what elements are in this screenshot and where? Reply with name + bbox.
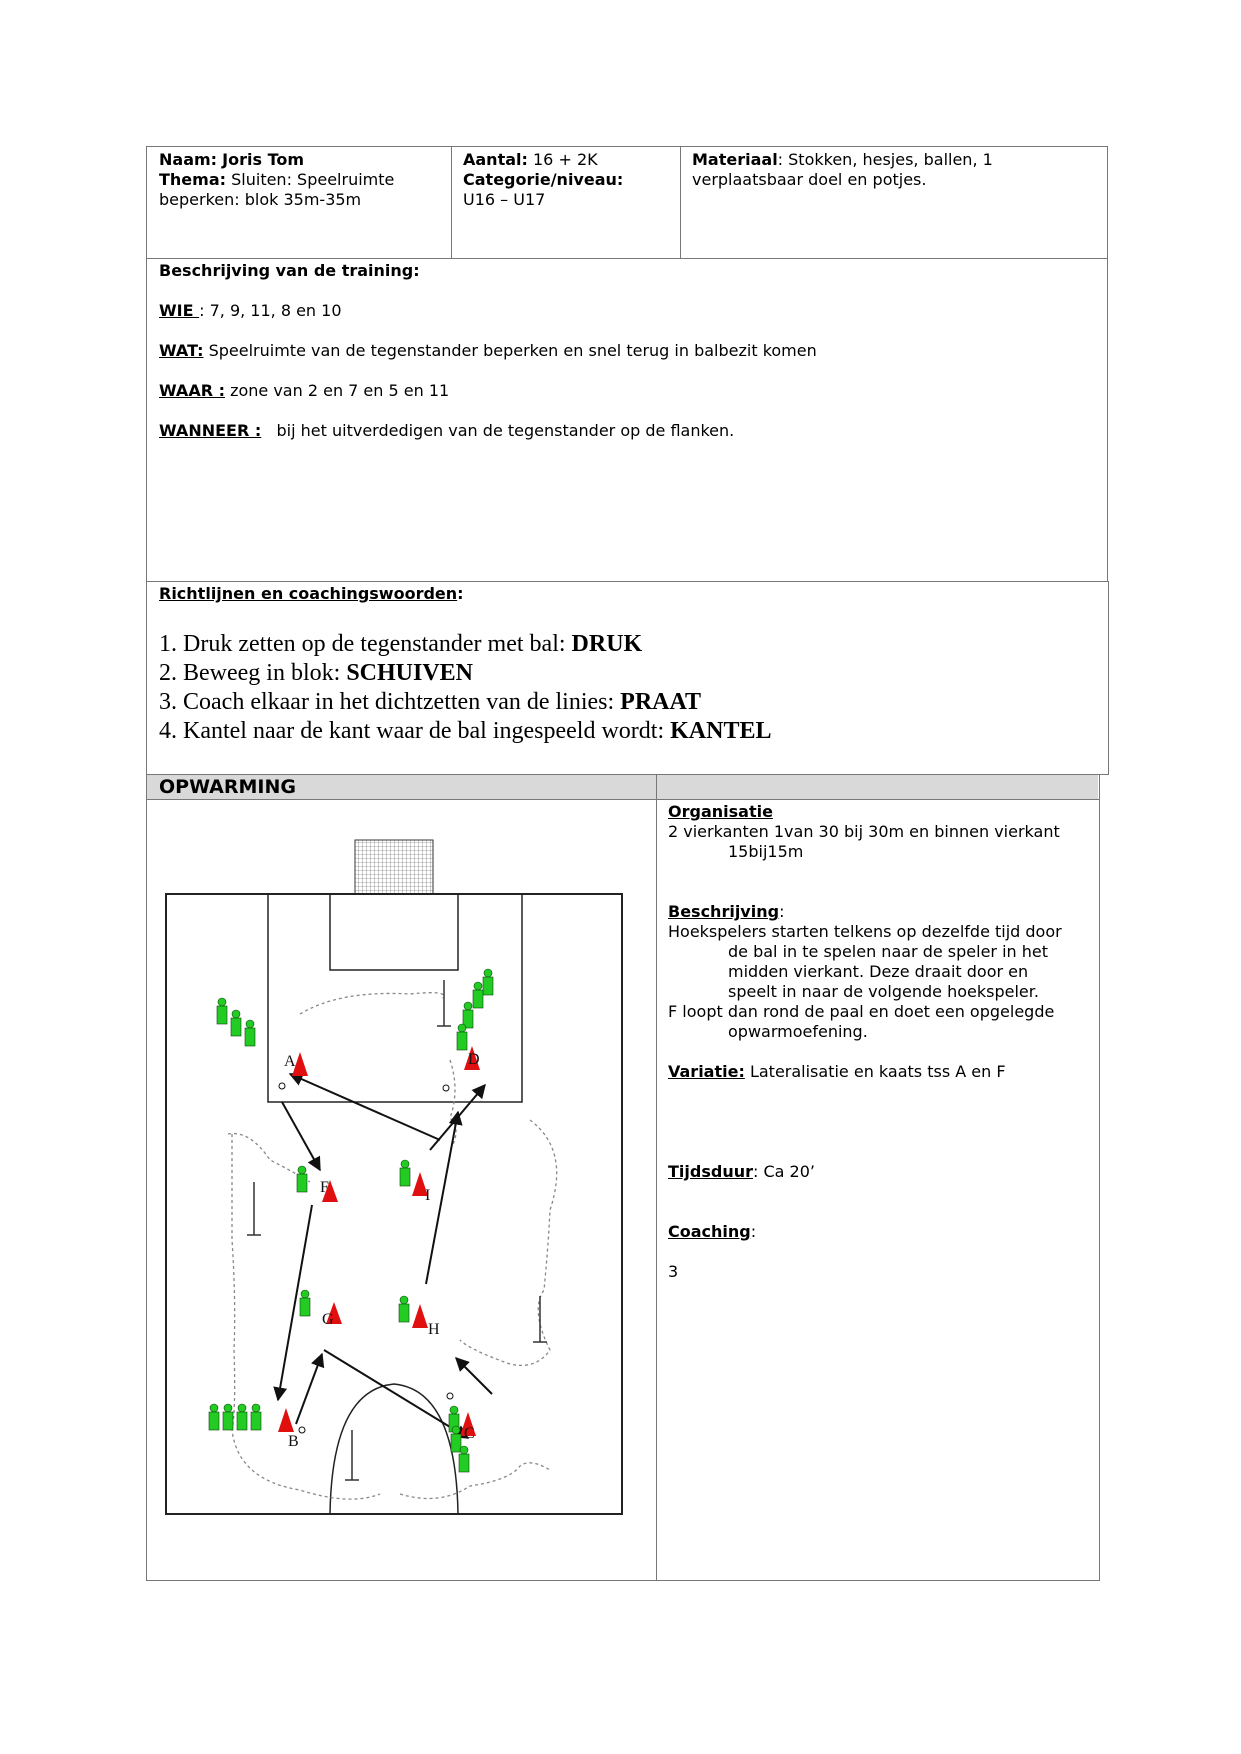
tijdsduur-value: : Ca 20’ (752, 1162, 815, 1181)
player (463, 1002, 473, 1028)
richtlijn-item-4 (159, 717, 1099, 746)
materiaal-cell (692, 150, 1022, 190)
aantal-value: 16 + 2K (533, 150, 598, 169)
wanneer-label: WANNEER : (159, 421, 262, 440)
beschrijving-line: opwarmoefening. (728, 1022, 868, 1041)
divider (656, 774, 657, 1581)
beschrijving-content (159, 261, 1089, 441)
field-outline (166, 894, 622, 1514)
player (400, 1160, 410, 1186)
player (457, 1024, 467, 1050)
player (237, 1404, 247, 1430)
label-i: I (425, 1187, 431, 1204)
player (451, 1426, 461, 1452)
wie-label: WIE (159, 301, 200, 320)
richtlijn-key: PRAAT (620, 689, 702, 715)
label-a: A (284, 1053, 296, 1070)
richtlijn-item-3 (159, 688, 1099, 717)
organisatie-label: Organisatie (668, 802, 773, 821)
label-b: B (288, 1433, 299, 1450)
player (399, 1296, 409, 1322)
player (223, 1404, 233, 1430)
beschrijving-label: Beschrijving (668, 902, 780, 921)
richtlijn-key: SCHUIVEN (346, 660, 474, 686)
coaching-label: Coaching (668, 1222, 751, 1241)
player (300, 1290, 310, 1316)
label-c: C (464, 1425, 475, 1442)
richtlijnen-list (159, 630, 1099, 746)
player (231, 1010, 241, 1036)
player (209, 1404, 219, 1430)
organisatie-line: 15bij15m (728, 842, 804, 861)
coaching-value: 3 (668, 1262, 679, 1281)
player (459, 1446, 469, 1472)
naam-thema-cell (159, 150, 444, 210)
variatie-value: Lateralisatie en kaats tss A en F (744, 1062, 1006, 1081)
thema-label: Thema: (159, 170, 227, 189)
organisatie-line: 2 vierkanten 1van 30 bij 30m en binnen vierkant (668, 822, 1060, 841)
aantal-label: Aantal: (463, 150, 528, 169)
player (251, 1404, 261, 1430)
naam-label: Naam: (159, 150, 218, 169)
wanneer-value: bij het uitverdedigen van de tegenstander op de flanken. (261, 421, 735, 440)
player (483, 969, 493, 995)
richtlijn-text: 1. Druk zetten op de tegenstander met bal: (159, 631, 572, 657)
aantal-cell (463, 150, 673, 210)
beschrijving-colon: : (779, 902, 785, 921)
richtlijn-key: DRUK (571, 631, 643, 657)
waar-value: zone van 2 en 7 en 5 en 11 (224, 381, 450, 400)
tijdsduur-label: Tijdsduur (668, 1162, 753, 1181)
beschrijving-title: Beschrijving van de training: (159, 261, 420, 280)
cones (278, 1046, 480, 1436)
variatie-label: Variatie: (668, 1062, 745, 1081)
richtlijn-item-2 (159, 659, 1099, 688)
richtlijn-item-1 (159, 630, 1099, 659)
beschrijving-line: Hoekspelers starten telkens op dezelfde tijd door (668, 922, 1062, 941)
naam-value: Joris Tom (222, 150, 305, 169)
label-f: F (320, 1179, 329, 1196)
dashed-paths (228, 993, 557, 1499)
coaching-colon: : (750, 1222, 757, 1241)
richtlijnen-title: Richtlijnen en coachingswoorden (159, 584, 458, 603)
divider (680, 146, 681, 259)
beschrijving-line: speelt in naar de volgende hoekspeler. (728, 982, 1039, 1001)
divider (451, 146, 452, 259)
pass-arrows (278, 1074, 492, 1438)
richtlijn-text: 2. Beweeg in blok: (159, 660, 347, 686)
label-d: D (468, 1051, 480, 1068)
beschrijving-line: midden vierkant. Deze draait door en (728, 962, 1029, 981)
waar-label: WAAR : (159, 381, 225, 400)
divider (146, 799, 1100, 800)
goal-area (330, 894, 458, 970)
richtlijn-text: 4. Kantel naar de kant waar de bal ingespeeld wordt: (159, 718, 671, 744)
label-h: H (428, 1321, 440, 1338)
player (297, 1166, 307, 1192)
richtlijn-text: 3. Coach elkaar in het dichtzetten van de linies: (159, 689, 621, 715)
training-diagram (150, 830, 630, 1530)
thema-value: Sluiten: Speelruimte beperken: blok 35m-35m (159, 170, 395, 209)
label-g: G (322, 1311, 334, 1328)
richtlijnen-header (159, 584, 464, 604)
richtlijnen-colon: : (457, 584, 464, 603)
player (473, 982, 483, 1008)
player (217, 998, 227, 1024)
categorie-label: Categorie/niveau: (463, 170, 624, 189)
categorie-value: U16 – U17 (463, 190, 546, 209)
richtlijn-key: KANTEL (670, 718, 772, 744)
player (245, 1020, 255, 1046)
opwarming-text (668, 802, 1098, 1282)
balls (279, 1083, 453, 1433)
wie-value: : 7, 9, 11, 8 en 10 (199, 301, 342, 320)
wat-value: Speelruimte van de tegenstander beperken en snel terug in balbezit komen (203, 341, 817, 360)
beschrijving-line: F loopt dan rond de paal en doet een opgelegde (668, 1002, 1055, 1021)
diagram-labels (284, 1051, 480, 1450)
wat-label: WAT: (159, 341, 204, 360)
goal-net (355, 840, 433, 894)
beschrijving-line: de bal in te spelen naar de speler in het (728, 942, 1049, 961)
materiaal-label: Materiaal (692, 150, 778, 169)
materiaal-value: : Stokken, hesjes, ballen, 1 verplaatsbaar doel en potjes. (692, 150, 993, 189)
opwarming-title: OPWARMING (159, 776, 296, 798)
center-arc (330, 1384, 458, 1514)
